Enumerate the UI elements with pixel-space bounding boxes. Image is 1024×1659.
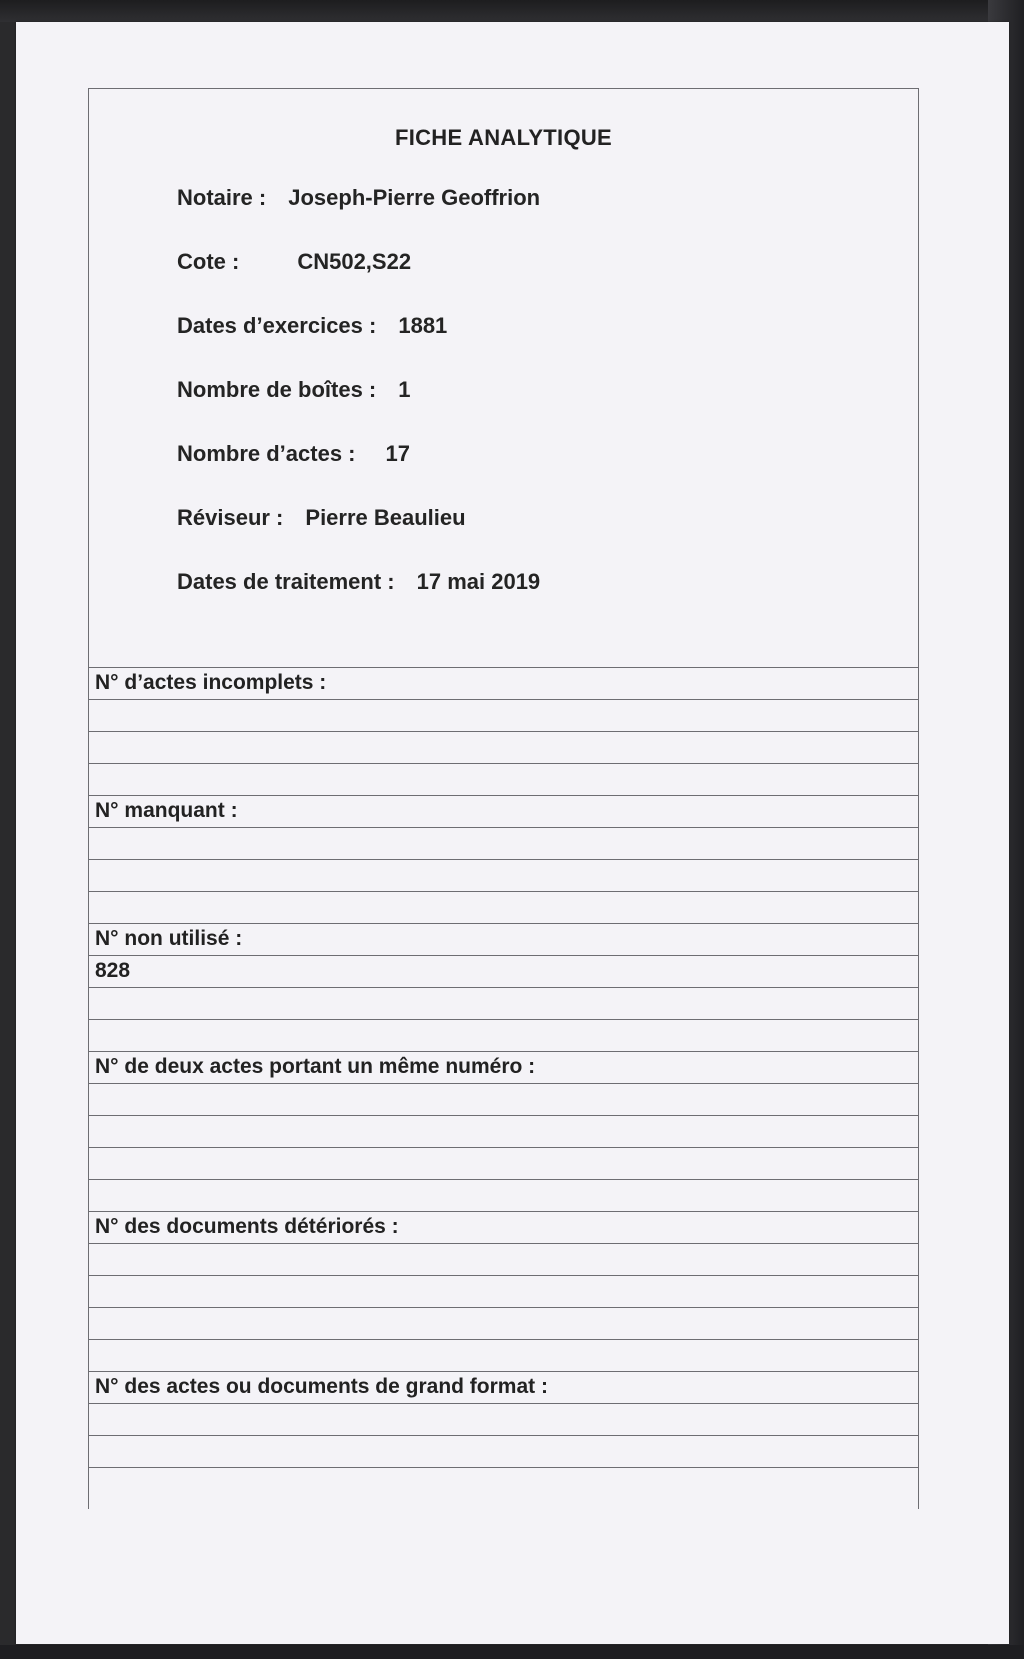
entry-line <box>89 732 918 764</box>
section-heading-incomplets: N° d’actes incomplets : <box>89 668 918 700</box>
field-value: 1881 <box>398 313 448 338</box>
field-value: 1 <box>398 377 411 402</box>
field-reviseur <box>177 505 466 531</box>
binder-bottom-edge <box>0 1645 1024 1659</box>
entry-line <box>89 1276 918 1308</box>
field-label: Dates d’exercices : <box>177 313 377 338</box>
field-dates-exercices <box>177 313 447 339</box>
field-label: Cote : <box>177 249 240 274</box>
form-box <box>88 88 919 1509</box>
entry-line <box>89 828 918 860</box>
entry-line: 828 <box>89 956 918 988</box>
field-label: Dates de traitement : <box>177 569 395 594</box>
paper-sheet <box>16 22 1009 1644</box>
field-label: Réviseur : <box>177 505 284 530</box>
entry-line <box>89 1084 918 1116</box>
entry-line <box>89 1020 918 1052</box>
field-label: Nombre de boîtes : <box>177 377 377 402</box>
field-dates-traitement <box>177 569 540 595</box>
entry-line <box>89 1244 918 1276</box>
entry-line <box>89 1436 918 1468</box>
entry-line <box>89 700 918 732</box>
entry-line <box>89 1340 918 1372</box>
entry-line <box>89 988 918 1020</box>
binder-top-edge <box>0 0 1024 22</box>
entry-line <box>89 1148 918 1180</box>
entry-line <box>89 860 918 892</box>
field-value: 17 <box>385 441 410 466</box>
field-value: 17 mai 2019 <box>416 569 541 594</box>
entry-line <box>89 1404 918 1436</box>
entry-line <box>89 1308 918 1340</box>
entry-line <box>89 1116 918 1148</box>
section-heading-manquant: N° manquant : <box>89 796 918 828</box>
field-value: Pierre Beaulieu <box>305 505 466 530</box>
entry-line <box>89 764 918 796</box>
field-nombre-actes <box>177 441 410 467</box>
section-heading-deteriores: N° des documents détériorés : <box>89 1212 918 1244</box>
field-value: Joseph-Pierre Geoffrion <box>288 185 541 210</box>
entry-line <box>89 892 918 924</box>
field-value: CN502,S22 <box>297 249 412 274</box>
field-cote <box>177 249 411 275</box>
field-label: Notaire : <box>177 185 267 210</box>
field-nombre-boites <box>177 377 411 403</box>
form-title: FICHE ANALYTIQUE <box>394 125 613 150</box>
form-sections <box>89 667 918 1468</box>
entry-line <box>89 1180 918 1212</box>
section-heading-deux-actes: N° de deux actes portant un même numéro : <box>89 1052 918 1084</box>
field-notaire <box>177 185 540 211</box>
field-label: Nombre d’actes : <box>177 441 356 466</box>
section-heading-non-utilise: N° non utilisé : <box>89 924 918 956</box>
section-heading-grand-format: N° des actes ou documents de grand format : <box>89 1372 918 1404</box>
